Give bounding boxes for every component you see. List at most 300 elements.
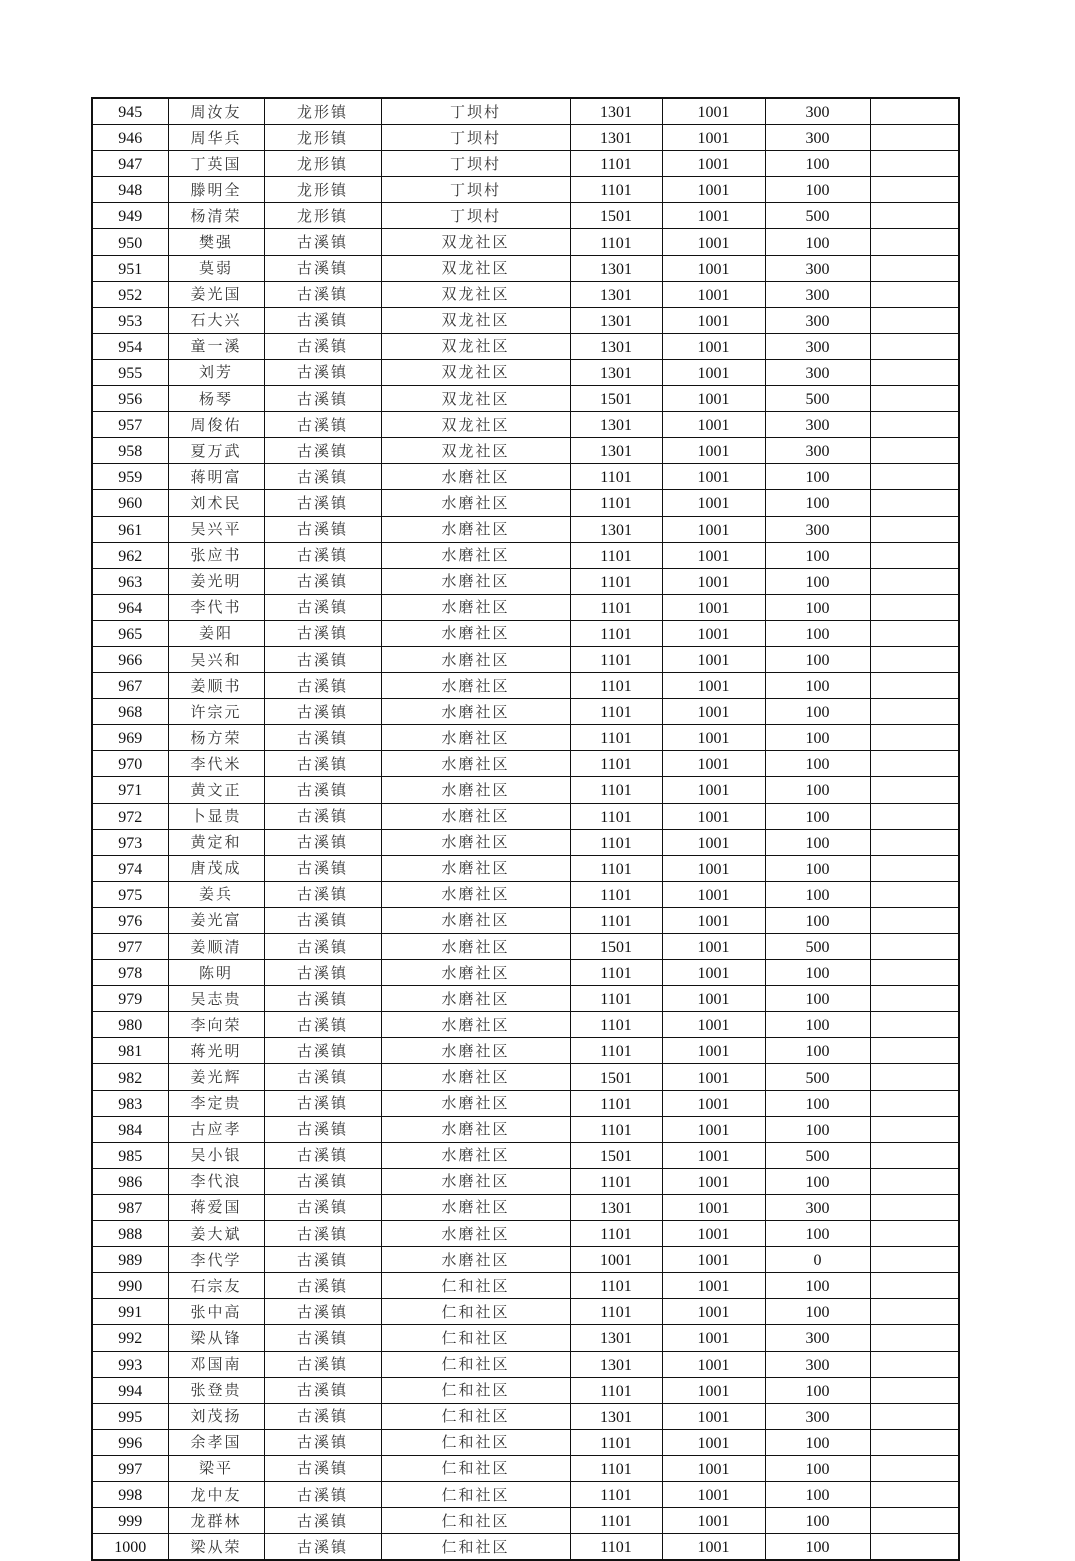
cell-town: 古溪镇 xyxy=(264,803,381,829)
cell-col6: 1001 xyxy=(662,568,765,594)
cell-name: 樊强 xyxy=(168,229,264,255)
cell-no: 960 xyxy=(92,490,168,516)
cell-town: 古溪镇 xyxy=(264,229,381,255)
cell-name: 李定贵 xyxy=(168,1090,264,1116)
cell-remark xyxy=(870,229,959,255)
cell-col6: 1001 xyxy=(662,1429,765,1455)
table-row xyxy=(92,1455,959,1481)
cell-col5: 1301 xyxy=(570,125,662,151)
cell-remark xyxy=(870,516,959,542)
cell-col6: 1001 xyxy=(662,751,765,777)
cell-col6: 1001 xyxy=(662,1299,765,1325)
table-row xyxy=(92,934,959,960)
cell-town: 古溪镇 xyxy=(264,855,381,881)
cell-col6: 1001 xyxy=(662,803,765,829)
cell-col6: 1001 xyxy=(662,725,765,751)
cell-amount: 100 xyxy=(765,1534,870,1561)
cell-amount: 300 xyxy=(765,412,870,438)
table-row xyxy=(92,646,959,672)
cell-no: 988 xyxy=(92,1221,168,1247)
cell-village: 水磨社区 xyxy=(381,986,570,1012)
cell-col6: 1001 xyxy=(662,699,765,725)
table-row xyxy=(92,542,959,568)
cell-col5: 1101 xyxy=(570,960,662,986)
cell-village: 水磨社区 xyxy=(381,1194,570,1220)
cell-name: 蒋爱国 xyxy=(168,1194,264,1220)
cell-town: 龙形镇 xyxy=(264,203,381,229)
cell-amount: 100 xyxy=(765,986,870,1012)
cell-no: 962 xyxy=(92,542,168,568)
cell-remark xyxy=(870,907,959,933)
cell-col5: 1101 xyxy=(570,725,662,751)
cell-col5: 1101 xyxy=(570,1168,662,1194)
cell-name: 姜光明 xyxy=(168,568,264,594)
cell-remark xyxy=(870,1221,959,1247)
cell-col6: 1001 xyxy=(662,1377,765,1403)
cell-no: 957 xyxy=(92,412,168,438)
cell-no: 950 xyxy=(92,229,168,255)
cell-village: 水磨社区 xyxy=(381,1012,570,1038)
cell-name: 吴兴平 xyxy=(168,516,264,542)
cell-remark xyxy=(870,307,959,333)
cell-col5: 1101 xyxy=(570,881,662,907)
cell-town: 古溪镇 xyxy=(264,751,381,777)
cell-name: 许宗元 xyxy=(168,699,264,725)
cell-town: 古溪镇 xyxy=(264,1247,381,1273)
cell-amount: 100 xyxy=(765,646,870,672)
cell-col5: 1301 xyxy=(570,98,662,125)
cell-name: 唐茂成 xyxy=(168,855,264,881)
cell-col5: 1101 xyxy=(570,1429,662,1455)
cell-no: 951 xyxy=(92,255,168,281)
table-row xyxy=(92,1351,959,1377)
cell-amount: 300 xyxy=(765,1325,870,1351)
cell-col5: 1301 xyxy=(570,1325,662,1351)
cell-amount: 500 xyxy=(765,386,870,412)
cell-no: 984 xyxy=(92,1116,168,1142)
cell-col5: 1101 xyxy=(570,1116,662,1142)
cell-remark xyxy=(870,203,959,229)
cell-town: 古溪镇 xyxy=(264,1508,381,1534)
cell-town: 古溪镇 xyxy=(264,307,381,333)
cell-remark xyxy=(870,542,959,568)
cell-amount: 100 xyxy=(765,855,870,881)
cell-village: 双龙社区 xyxy=(381,255,570,281)
cell-remark xyxy=(870,594,959,620)
cell-town: 古溪镇 xyxy=(264,934,381,960)
cell-village: 水磨社区 xyxy=(381,646,570,672)
cell-name: 梁从荣 xyxy=(168,1534,264,1561)
cell-amount: 100 xyxy=(765,881,870,907)
cell-village: 水磨社区 xyxy=(381,568,570,594)
cell-remark xyxy=(870,699,959,725)
cell-col6: 1001 xyxy=(662,1325,765,1351)
cell-town: 古溪镇 xyxy=(264,386,381,412)
cell-amount: 300 xyxy=(765,516,870,542)
cell-col5: 1101 xyxy=(570,490,662,516)
cell-col6: 1001 xyxy=(662,307,765,333)
cell-village: 仁和社区 xyxy=(381,1377,570,1403)
cell-no: 964 xyxy=(92,594,168,620)
cell-town: 龙形镇 xyxy=(264,98,381,125)
table-row xyxy=(92,490,959,516)
cell-village: 水磨社区 xyxy=(381,1221,570,1247)
cell-amount: 100 xyxy=(765,1481,870,1507)
cell-amount: 100 xyxy=(765,960,870,986)
cell-col6: 1001 xyxy=(662,1247,765,1273)
cell-col6: 1001 xyxy=(662,203,765,229)
table-row xyxy=(92,1534,959,1561)
cell-col5: 1101 xyxy=(570,1455,662,1481)
cell-town: 古溪镇 xyxy=(264,646,381,672)
cell-village: 水磨社区 xyxy=(381,594,570,620)
cell-amount: 300 xyxy=(765,333,870,359)
cell-col6: 1001 xyxy=(662,829,765,855)
cell-village: 水磨社区 xyxy=(381,673,570,699)
cell-no: 952 xyxy=(92,281,168,307)
cell-village: 双龙社区 xyxy=(381,438,570,464)
cell-amount: 500 xyxy=(765,1064,870,1090)
table-row xyxy=(92,203,959,229)
cell-col5: 1101 xyxy=(570,986,662,1012)
cell-amount: 0 xyxy=(765,1247,870,1273)
cell-village: 水磨社区 xyxy=(381,934,570,960)
cell-no: 956 xyxy=(92,386,168,412)
cell-col5: 1301 xyxy=(570,359,662,385)
cell-name: 石大兴 xyxy=(168,307,264,333)
cell-remark xyxy=(870,646,959,672)
cell-name: 黄文正 xyxy=(168,777,264,803)
cell-town: 古溪镇 xyxy=(264,359,381,385)
cell-town: 古溪镇 xyxy=(264,1038,381,1064)
cell-town: 古溪镇 xyxy=(264,699,381,725)
cell-village: 水磨社区 xyxy=(381,1090,570,1116)
table-row xyxy=(92,673,959,699)
cell-col6: 1001 xyxy=(662,881,765,907)
cell-name: 夏万武 xyxy=(168,438,264,464)
cell-amount: 300 xyxy=(765,359,870,385)
cell-town: 古溪镇 xyxy=(264,1142,381,1168)
cell-no: 953 xyxy=(92,307,168,333)
cell-town: 古溪镇 xyxy=(264,881,381,907)
cell-col6: 1001 xyxy=(662,151,765,177)
cell-col5: 1101 xyxy=(570,1534,662,1561)
cell-remark xyxy=(870,934,959,960)
cell-name: 刘茂扬 xyxy=(168,1403,264,1429)
cell-amount: 300 xyxy=(765,125,870,151)
cell-name: 莫弱 xyxy=(168,255,264,281)
table-row xyxy=(92,1403,959,1429)
cell-village: 水磨社区 xyxy=(381,751,570,777)
cell-name: 蒋光明 xyxy=(168,1038,264,1064)
cell-town: 古溪镇 xyxy=(264,1325,381,1351)
cell-name: 吴志贵 xyxy=(168,986,264,1012)
cell-col5: 1101 xyxy=(570,1377,662,1403)
cell-col5: 1301 xyxy=(570,1351,662,1377)
cell-village: 水磨社区 xyxy=(381,1168,570,1194)
cell-col6: 1001 xyxy=(662,934,765,960)
cell-amount: 100 xyxy=(765,464,870,490)
table-row xyxy=(92,1273,959,1299)
cell-col6: 1001 xyxy=(662,855,765,881)
cell-no: 975 xyxy=(92,881,168,907)
table-row xyxy=(92,1221,959,1247)
cell-village: 双龙社区 xyxy=(381,386,570,412)
cell-col5: 1501 xyxy=(570,1142,662,1168)
cell-town: 古溪镇 xyxy=(264,1534,381,1561)
cell-name: 古应孝 xyxy=(168,1116,264,1142)
cell-amount: 100 xyxy=(765,177,870,203)
table-row xyxy=(92,1377,959,1403)
cell-col5: 1101 xyxy=(570,1221,662,1247)
cell-remark xyxy=(870,151,959,177)
cell-remark xyxy=(870,1116,959,1142)
cell-amount: 500 xyxy=(765,1142,870,1168)
cell-town: 古溪镇 xyxy=(264,907,381,933)
cell-town: 古溪镇 xyxy=(264,255,381,281)
cell-no: 968 xyxy=(92,699,168,725)
cell-col6: 1001 xyxy=(662,1064,765,1090)
cell-village: 水磨社区 xyxy=(381,1116,570,1142)
cell-remark xyxy=(870,255,959,281)
cell-remark xyxy=(870,673,959,699)
cell-town: 古溪镇 xyxy=(264,1455,381,1481)
cell-village: 双龙社区 xyxy=(381,359,570,385)
cell-col6: 1001 xyxy=(662,229,765,255)
cell-name: 姜光辉 xyxy=(168,1064,264,1090)
table-row xyxy=(92,1038,959,1064)
cell-no: 974 xyxy=(92,855,168,881)
cell-no: 965 xyxy=(92,620,168,646)
cell-name: 吴小银 xyxy=(168,1142,264,1168)
cell-remark xyxy=(870,620,959,646)
cell-town: 古溪镇 xyxy=(264,1194,381,1220)
cell-no: 971 xyxy=(92,777,168,803)
table-row xyxy=(92,1429,959,1455)
cell-village: 丁坝村 xyxy=(381,177,570,203)
cell-col5: 1101 xyxy=(570,177,662,203)
table-row xyxy=(92,986,959,1012)
table-row xyxy=(92,1090,959,1116)
cell-col5: 1501 xyxy=(570,386,662,412)
cell-col6: 1001 xyxy=(662,386,765,412)
cell-remark xyxy=(870,1038,959,1064)
cell-town: 古溪镇 xyxy=(264,516,381,542)
table-row xyxy=(92,1247,959,1273)
cell-no: 991 xyxy=(92,1299,168,1325)
cell-amount: 100 xyxy=(765,1508,870,1534)
cell-col6: 1001 xyxy=(662,620,765,646)
cell-col5: 1101 xyxy=(570,1508,662,1534)
cell-name: 丁英国 xyxy=(168,151,264,177)
cell-no: 966 xyxy=(92,646,168,672)
cell-village: 水磨社区 xyxy=(381,803,570,829)
cell-no: 985 xyxy=(92,1142,168,1168)
cell-no: 992 xyxy=(92,1325,168,1351)
cell-col6: 1001 xyxy=(662,1403,765,1429)
cell-name: 周汝友 xyxy=(168,98,264,125)
cell-col5: 1101 xyxy=(570,803,662,829)
cell-name: 李代书 xyxy=(168,594,264,620)
cell-name: 黄定和 xyxy=(168,829,264,855)
cell-amount: 100 xyxy=(765,699,870,725)
cell-name: 李代学 xyxy=(168,1247,264,1273)
cell-remark xyxy=(870,1455,959,1481)
cell-col6: 1001 xyxy=(662,125,765,151)
cell-name: 姜光富 xyxy=(168,907,264,933)
cell-village: 水磨社区 xyxy=(381,1038,570,1064)
cell-no: 979 xyxy=(92,986,168,1012)
cell-col6: 1001 xyxy=(662,1351,765,1377)
cell-col6: 1001 xyxy=(662,542,765,568)
cell-col5: 1301 xyxy=(570,516,662,542)
cell-remark xyxy=(870,829,959,855)
cell-col6: 1001 xyxy=(662,516,765,542)
table-row xyxy=(92,907,959,933)
cell-col5: 1101 xyxy=(570,151,662,177)
table-row xyxy=(92,333,959,359)
cell-remark xyxy=(870,98,959,125)
cell-village: 水磨社区 xyxy=(381,855,570,881)
cell-col5: 1301 xyxy=(570,412,662,438)
cell-no: 946 xyxy=(92,125,168,151)
cell-town: 古溪镇 xyxy=(264,438,381,464)
cell-town: 古溪镇 xyxy=(264,490,381,516)
cell-name: 李向荣 xyxy=(168,1012,264,1038)
cell-village: 丁坝村 xyxy=(381,98,570,125)
cell-amount: 300 xyxy=(765,307,870,333)
cell-col6: 1001 xyxy=(662,1194,765,1220)
cell-remark xyxy=(870,1194,959,1220)
cell-no: 945 xyxy=(92,98,168,125)
cell-col5: 1501 xyxy=(570,203,662,229)
cell-col5: 1101 xyxy=(570,1038,662,1064)
cell-village: 水磨社区 xyxy=(381,1247,570,1273)
cell-town: 古溪镇 xyxy=(264,412,381,438)
cell-name: 周华兵 xyxy=(168,125,264,151)
table-row xyxy=(92,1508,959,1534)
cell-village: 水磨社区 xyxy=(381,620,570,646)
cell-col6: 1001 xyxy=(662,1012,765,1038)
cell-col6: 1001 xyxy=(662,1116,765,1142)
cell-amount: 100 xyxy=(765,829,870,855)
cell-col6: 1001 xyxy=(662,255,765,281)
cell-village: 仁和社区 xyxy=(381,1481,570,1507)
cell-remark xyxy=(870,177,959,203)
cell-col5: 1101 xyxy=(570,751,662,777)
cell-col5: 1101 xyxy=(570,1299,662,1325)
cell-col6: 1001 xyxy=(662,464,765,490)
cell-col6: 1001 xyxy=(662,1508,765,1534)
table-row xyxy=(92,98,959,125)
cell-no: 996 xyxy=(92,1429,168,1455)
cell-remark xyxy=(870,464,959,490)
cell-col6: 1001 xyxy=(662,986,765,1012)
cell-col5: 1101 xyxy=(570,1273,662,1299)
table-row xyxy=(92,516,959,542)
table-row xyxy=(92,177,959,203)
table-row xyxy=(92,1299,959,1325)
cell-col6: 1001 xyxy=(662,98,765,125)
cell-col6: 1001 xyxy=(662,907,765,933)
table-row xyxy=(92,125,959,151)
cell-village: 水磨社区 xyxy=(381,490,570,516)
cell-no: 972 xyxy=(92,803,168,829)
cell-remark xyxy=(870,386,959,412)
cell-town: 古溪镇 xyxy=(264,1351,381,1377)
cell-amount: 300 xyxy=(765,98,870,125)
cell-name: 刘术民 xyxy=(168,490,264,516)
cell-town: 古溪镇 xyxy=(264,1481,381,1507)
cell-remark xyxy=(870,986,959,1012)
cell-amount: 100 xyxy=(765,1168,870,1194)
cell-remark xyxy=(870,359,959,385)
cell-name: 滕明全 xyxy=(168,177,264,203)
cell-name: 卜显贵 xyxy=(168,803,264,829)
cell-remark xyxy=(870,490,959,516)
cell-no: 961 xyxy=(92,516,168,542)
cell-amount: 100 xyxy=(765,490,870,516)
table-row xyxy=(92,1325,959,1351)
cell-name: 龙中友 xyxy=(168,1481,264,1507)
cell-town: 古溪镇 xyxy=(264,673,381,699)
cell-col6: 1001 xyxy=(662,438,765,464)
cell-col5: 1101 xyxy=(570,1090,662,1116)
cell-village: 仁和社区 xyxy=(381,1429,570,1455)
cell-remark xyxy=(870,1534,959,1561)
cell-name: 邓国南 xyxy=(168,1351,264,1377)
cell-no: 954 xyxy=(92,333,168,359)
cell-remark xyxy=(870,1247,959,1273)
cell-village: 水磨社区 xyxy=(381,464,570,490)
cell-no: 948 xyxy=(92,177,168,203)
cell-col5: 1301 xyxy=(570,333,662,359)
cell-amount: 100 xyxy=(765,620,870,646)
cell-no: 994 xyxy=(92,1377,168,1403)
cell-no: 1000 xyxy=(92,1534,168,1561)
cell-col5: 1101 xyxy=(570,620,662,646)
cell-no: 989 xyxy=(92,1247,168,1273)
cell-name: 杨方荣 xyxy=(168,725,264,751)
cell-remark xyxy=(870,1168,959,1194)
cell-remark xyxy=(870,1012,959,1038)
cell-col6: 1001 xyxy=(662,777,765,803)
cell-remark xyxy=(870,1403,959,1429)
cell-remark xyxy=(870,1273,959,1299)
cell-town: 古溪镇 xyxy=(264,1168,381,1194)
cell-name: 姜兵 xyxy=(168,881,264,907)
cell-name: 梁从锋 xyxy=(168,1325,264,1351)
cell-remark xyxy=(870,1064,959,1090)
cell-name: 张登贵 xyxy=(168,1377,264,1403)
cell-no: 990 xyxy=(92,1273,168,1299)
cell-village: 水磨社区 xyxy=(381,907,570,933)
table-row xyxy=(92,255,959,281)
cell-col5: 1101 xyxy=(570,568,662,594)
cell-col6: 1001 xyxy=(662,1090,765,1116)
cell-amount: 100 xyxy=(765,1273,870,1299)
cell-town: 古溪镇 xyxy=(264,281,381,307)
table-row xyxy=(92,568,959,594)
cell-col6: 1001 xyxy=(662,673,765,699)
cell-village: 仁和社区 xyxy=(381,1508,570,1534)
cell-amount: 100 xyxy=(765,542,870,568)
cell-col6: 1001 xyxy=(662,1221,765,1247)
cell-no: 982 xyxy=(92,1064,168,1090)
cell-name: 梁平 xyxy=(168,1455,264,1481)
cell-town: 古溪镇 xyxy=(264,620,381,646)
cell-amount: 100 xyxy=(765,751,870,777)
